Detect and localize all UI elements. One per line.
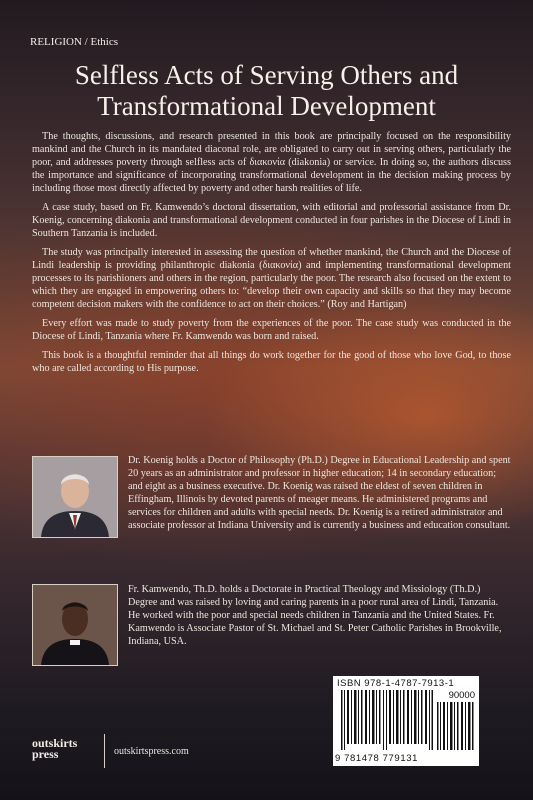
barcode-bars (341, 690, 433, 750)
description-paragraph: A case study, based on Fr. Kamwendo’s doctoral dissertation, with editorial and professorial assistance from Dr. Koenig, concerning diakonia and transformational development conducted in four parishes in the Diocese of Lindi in Southern Tanzania is included. (32, 202, 511, 239)
isbn-barcode (333, 676, 479, 766)
publisher-logo (32, 738, 94, 760)
category-label: RELIGION / Ethics (30, 36, 118, 48)
isbn-digits: 9 781478 779131 (335, 753, 418, 764)
portrait-icon (33, 457, 117, 537)
publisher-url: outskirtspress.com (114, 746, 189, 757)
publisher-logo-line1: outskirts (32, 736, 78, 750)
book-title: Selfless Acts of Serving Others and Transformational Development (74, 60, 459, 121)
description-paragraph: The thoughts, discussions, and research presented in this book are principally focused on the responsibility mankind and the Church in its mandated diaconal role, are obligated to carry out in serving others, particularly the poor, and addresses poverty through selfless acts of διακονία (diakonia) or service. In doing so, the authors discuss the importance and significance of incorporating transformational development in the decision making process by including those most directly affected by poverty and other harsh realities of life. (32, 131, 511, 194)
description-paragraph: Every effort was made to study poverty from the experiences of the poor. The case study was conducted in the Diocese of Lindi, Tanzania where Fr. Kamwendo was born and raised. (32, 318, 511, 342)
publisher-divider (104, 734, 105, 768)
description-paragraph: The study was principally interested in assessing the question of whether mankind, the Church and the Diocese of Lindi leadership is providing philanthropic diakonia (διακονία) and implementing transformational development processes to its parishioners and others in the region, particularly the poor. The research also focused on the extent to which they are engaged in empowering others to: “develop their own capacity and skills so that they may become competent decision makers with the confidence to act on their choices.” (Roy and Hartigan) (32, 247, 511, 310)
book-description (32, 130, 511, 381)
isbn-label: ISBN 978-1-4787-7913-1 (337, 678, 455, 689)
portrait-icon (33, 585, 117, 665)
description-paragraph: This book is a thoughtful reminder that all things do work together for the good of those who love God, to those who are called according to His purpose. (32, 350, 511, 374)
price-code: 90000 (448, 690, 475, 701)
author-photo-koenig (32, 456, 118, 538)
publisher-logo-line2: press (32, 747, 59, 761)
author-bio-kamwendo: Fr. Kamwendo, Th.D. holds a Doctorate in Practical Theology and Missiology (Th.D.) Degree and was raised by loving and caring parents in a poor rural area of Lindi, Tanzania. He worked with the poor and special needs children in Tanzania and the United States. Fr. Kamwendo is Associate Pastor of St. Michael and St. Peter Catholic Parishes in Brookville, Indiana, USA. (128, 584, 502, 647)
author-bio-koenig: Dr. Koenig holds a Doctor of Philosophy (Ph.D.) Degree in Educational Leadership and spent 20 years as an administrator and professor in higher education; 14 in secondary education; and eight as a business executive. Dr. Koenig was raised the eldest of seven children in Effingham, Illinois by devoted parents of meager means. He administered programs and services for children and adults with special needs. Dr. Koenig is a retired administrator and associate professor at Indiana University and is currently a business and education consultant. (128, 455, 511, 531)
price-barcode-bars (437, 702, 475, 750)
author-photo-kamwendo (32, 584, 118, 666)
